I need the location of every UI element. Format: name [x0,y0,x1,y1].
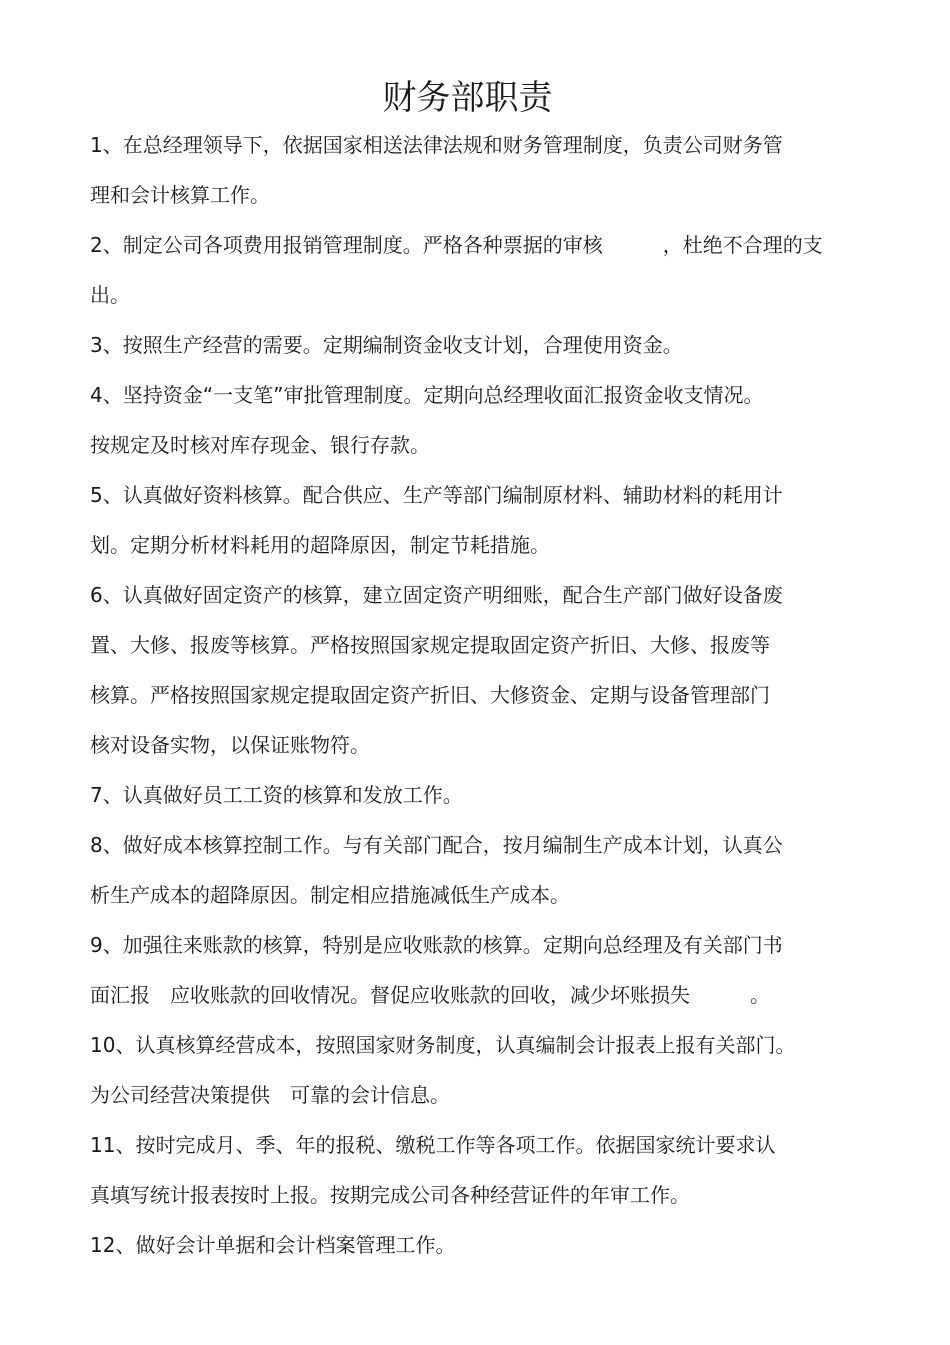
text-line: 5、认真做好资料核算。配合供应、生产等部门编制原材料、辅助材料的耗用计 [90,483,783,507]
text-line: 出。 [90,283,130,307]
text-line: 理和会计核算工作。 [90,183,270,207]
text-line: 按规定及时核对库存现金、银行存款。 [90,433,430,457]
text-line: 面汇报 应收账款的回收情况。督促应收账款的回收，减少坏账损失 。 [90,983,770,1007]
text-line: 核对设备实物，以保证账物符。 [90,733,370,757]
text-line: 3、按照生产经营的需要。定期编制资金收支计划，合理使用资金。 [90,333,683,357]
text-line: 12、做好会计单据和会计档案管理工作。 [90,1233,456,1257]
text-line: 置、大修、报废等核算。严格按照国家规定提取固定资产折旧、大修、报废等 [90,633,770,657]
text-line: 核算。严格按照国家规定提取固定资产折旧、大修资金、定期与设备管理部门 [90,683,770,707]
text-line: 8、做好成本核算控制工作。与有关部门配合，按月编制生产成本计划，认真公 [90,833,783,857]
text-line: 10、认真核算经营成本，按照国家财务制度，认真编制会计报表上报有关部门。 [90,1033,796,1057]
text-line: 7、认真做好员工工资的核算和发放工作。 [90,783,463,807]
text-line: 真填写统计报表按时上报。按期完成公司各种经营证件的年审工作。 [90,1183,690,1207]
text-line: 划。定期分析材料耗用的超降原因，制定节耗措施。 [90,533,550,557]
text-line: 为公司经营决策提供 可靠的会计信息。 [90,1083,450,1107]
text-line: 4、坚持资金“一支笔”审批管理制度。定期向总经理收面汇报资金收支情况。 [90,383,764,407]
text-line: 2、制定公司各项费用报销管理制度。严格各种票据的审核 ，杜绝不合理的支 [90,233,823,257]
text-line: 析生产成本的超降原因。制定相应措施减低生产成本。 [90,883,570,907]
text-line: 11、按时完成月、季、年的报税、缴税工作等各项工作。依据国家统计要求认 [90,1133,776,1157]
text-line: 9、加强往来账款的核算，特别是应收账款的核算。定期向总经理及有关部门书 [90,933,783,957]
text-line: 1、在总经理领导下，依据国家相送法律法规和财务管理制度，负责公司财务管 [90,133,783,157]
text-line: 6、认真做好固定资产的核算，建立固定资产明细账，配合生产部门做好设备废 [90,583,783,607]
document-title: 财务部职责 [382,78,553,118]
